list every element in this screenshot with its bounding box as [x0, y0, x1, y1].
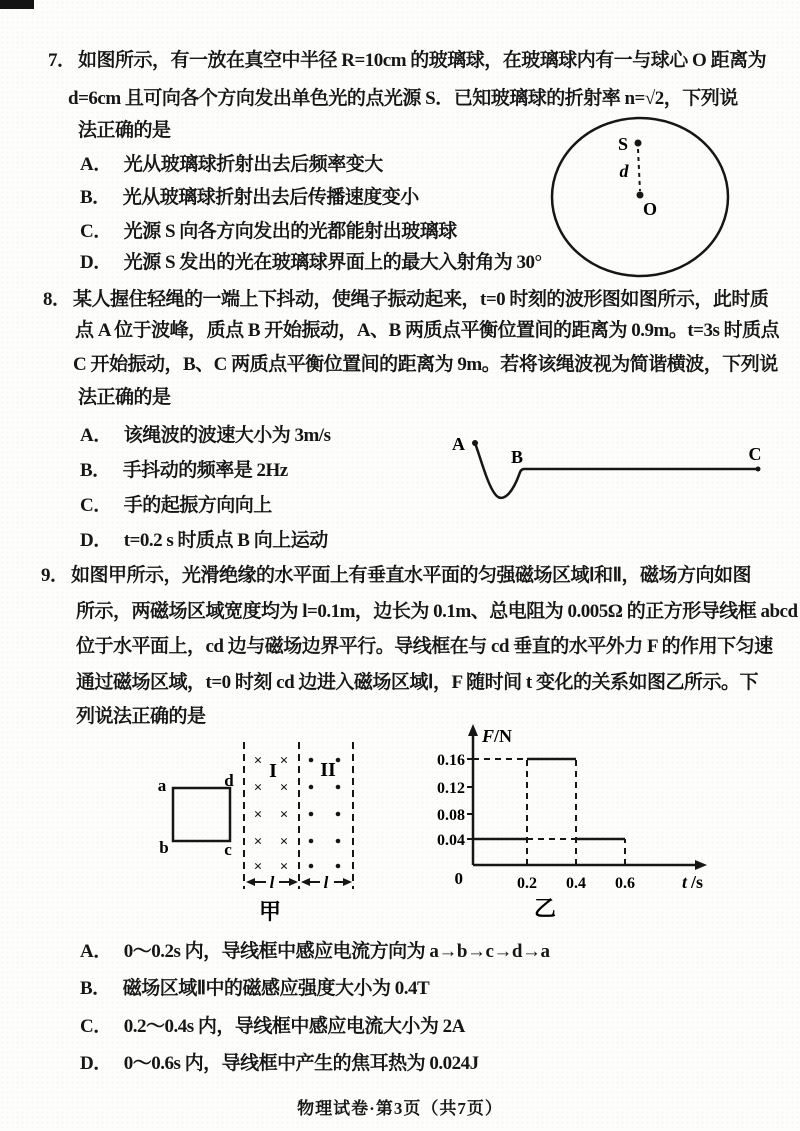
point-source-dot — [635, 140, 642, 147]
point-c-label: C — [748, 444, 762, 464]
center-dot — [637, 192, 644, 199]
option-label: A． — [80, 941, 112, 962]
option-label: A． — [80, 425, 112, 446]
q8-option-a — [80, 423, 331, 449]
option-text: 光源 S 向各方向发出的光都能射出玻璃球 — [123, 221, 457, 242]
option-label: D． — [80, 252, 112, 273]
point-c-dot — [756, 467, 761, 472]
scan-artifact-mark — [0, 0, 34, 9]
option-text: 光从玻璃球折射出去后频率变大 — [123, 154, 383, 175]
option-text: 0.2～0.4s 内，导线框中感应电流大小为 2A — [123, 1016, 465, 1037]
svg-text:×: × — [279, 753, 289, 769]
x-tick-label: 0.6 — [615, 875, 635, 892]
dashed-guides — [473, 759, 625, 865]
q9-line: 如图甲所示，光滑绝缘的水平面上有垂直水平面的匀强磁场区域Ⅰ和Ⅱ，磁场方向如图 — [71, 565, 751, 586]
q8-line: 某人握住轻绳的一端上下抖动，使绳子振动起来，t=0 时刻的波形图如图所示，此时质 — [73, 289, 769, 310]
width-l-label: l — [323, 873, 329, 892]
y-tick-label: 0.08 — [437, 807, 465, 824]
svg-text:×: × — [279, 780, 289, 796]
page-footer: 物理试卷·第3页（共7页） — [297, 1099, 503, 1118]
option-label: B． — [80, 187, 111, 208]
option-text: 手抖动的频率是 2Hz — [122, 460, 288, 481]
svg-text:×: × — [253, 780, 263, 796]
q8-option-c — [80, 493, 272, 519]
q7-option-b — [80, 185, 419, 211]
option-label: A． — [80, 154, 112, 175]
option-text: 该绳波的波速大小为 3m/s — [123, 425, 331, 446]
x-axis-label-t: t — [682, 872, 688, 892]
q9-option-d — [80, 1051, 479, 1077]
svg-text:×: × — [279, 834, 289, 850]
region1-label: I — [269, 760, 277, 782]
svg-text:×: × — [279, 859, 289, 875]
corner-a-label: a — [157, 776, 167, 795]
y-axis-arrow — [468, 724, 478, 736]
corner-c-label: c — [224, 840, 232, 859]
center-label: O — [643, 199, 658, 219]
q9-number: 9． — [41, 565, 69, 586]
option-text: 光源 S 发出的光在玻璃球界面上的最大入射角为 30° — [123, 252, 542, 273]
x-axis-label-unit: /s — [691, 872, 704, 892]
distance-dashed-line — [638, 149, 640, 191]
x-axis-arrow — [695, 860, 707, 870]
glass-sphere-figure — [540, 105, 770, 295]
option-label: C． — [80, 221, 112, 242]
option-label: D． — [80, 530, 112, 551]
point-a-label: A — [452, 434, 465, 454]
y-tick-label: 0.12 — [437, 780, 465, 797]
region2-label: II — [320, 759, 336, 781]
q7-line: 法正确的是 — [78, 120, 171, 141]
q7-line: 如图所示，有一放在真空中半径 R=10cm 的玻璃球，在玻璃球内有一与球心 O 距离为 — [78, 50, 767, 71]
option-text: 手的起振方向向上 — [123, 495, 272, 516]
corner-d-label: d — [224, 771, 234, 790]
figure-jia-caption: 甲 — [258, 899, 282, 924]
q7-option-a — [80, 152, 383, 178]
y-tick-label: 0.16 — [437, 752, 465, 769]
q8-line: 法正确的是 — [78, 387, 171, 408]
option-label: D． — [80, 1053, 112, 1074]
q9-line: 位于水平面上，cd 边与磁场边界平行。导线框在与 cd 垂直的水平外力 F 的作用下匀速 — [76, 636, 773, 657]
q7-option-c — [80, 219, 457, 245]
x-tick-label: 0.4 — [566, 875, 586, 892]
option-label: B． — [80, 460, 111, 481]
force-time-graph — [435, 722, 730, 922]
corner-b-label: b — [159, 838, 169, 857]
y-axis-label-f: F — [482, 726, 495, 746]
q9-option-c — [80, 1014, 465, 1040]
y-axis-label-unit: /N — [494, 726, 512, 746]
distance-label: d — [619, 161, 629, 181]
q7-option-d — [80, 250, 542, 276]
svg-text:×: × — [253, 834, 263, 850]
rope-wave-figure — [445, 425, 775, 520]
q9-line: 所示，两磁场区域宽度均为 l=0.1m，边长为 0.1m、总电阻为 0.005Ω 的正方形导线框 abcd — [76, 601, 798, 622]
x-tick-label: 0.2 — [517, 875, 537, 892]
coil-square — [173, 788, 230, 841]
origin-label: 0 — [454, 869, 463, 888]
point-b-label: B — [510, 447, 524, 467]
svg-text:×: × — [253, 753, 263, 769]
option-label: C． — [80, 1016, 112, 1037]
option-label: C． — [80, 495, 112, 516]
q7-line: d=6cm 且可向各个方向发出单色光的点光源 S．已知玻璃球的折射率 n=√2，下列说 — [68, 88, 738, 109]
q8-option-b — [80, 458, 288, 484]
option-text: 0～0.2s 内，导线框中感应电流方向为 a→b→c→d→a — [123, 941, 550, 962]
force-step-curve — [473, 759, 625, 839]
q7-number: 7． — [48, 50, 76, 71]
q9-line: 列说法正确的是 — [76, 706, 206, 727]
svg-text:×: × — [253, 807, 263, 823]
svg-text:×: × — [279, 807, 289, 823]
source-label: S — [617, 134, 628, 154]
option-label: B． — [80, 978, 111, 999]
figure-yi-caption: 乙 — [533, 896, 557, 921]
q8-number: 8． — [43, 289, 71, 310]
option-text: t=0.2 s 时质点 B 向上运动 — [123, 530, 328, 551]
q8-option-d — [80, 528, 328, 554]
width-l-label: l — [269, 873, 275, 892]
option-text: 0～0.6s 内，导线框中产生的焦耳热为 0.024J — [123, 1053, 479, 1074]
option-text: 光从玻璃球折射出去后传播速度变小 — [122, 187, 419, 208]
field-regions-figure — [150, 735, 420, 925]
q9-option-a — [80, 939, 549, 965]
q8-line: 点 A 位于波峰，质点 B 开始振动，A、B 两质点平衡位置间的距离为 0.9m。t=3s 时质点 — [75, 320, 780, 341]
q9-line: 通过磁场区域，t=0 时刻 cd 边进入磁场区域Ⅰ，F 随时间 t 变化的关系如图乙所示。下 — [76, 672, 758, 693]
q8-line: C 开始振动，B、C 两质点平衡位置间的距离为 9m。若将该绳波视为简谐横波，下列说 — [73, 354, 778, 375]
svg-text:×: × — [253, 859, 263, 875]
option-text: 磁场区域Ⅱ中的磁感应强度大小为 0.4T — [122, 978, 430, 999]
q9-option-b — [80, 976, 429, 1002]
y-tick-label: 0.04 — [437, 832, 465, 849]
